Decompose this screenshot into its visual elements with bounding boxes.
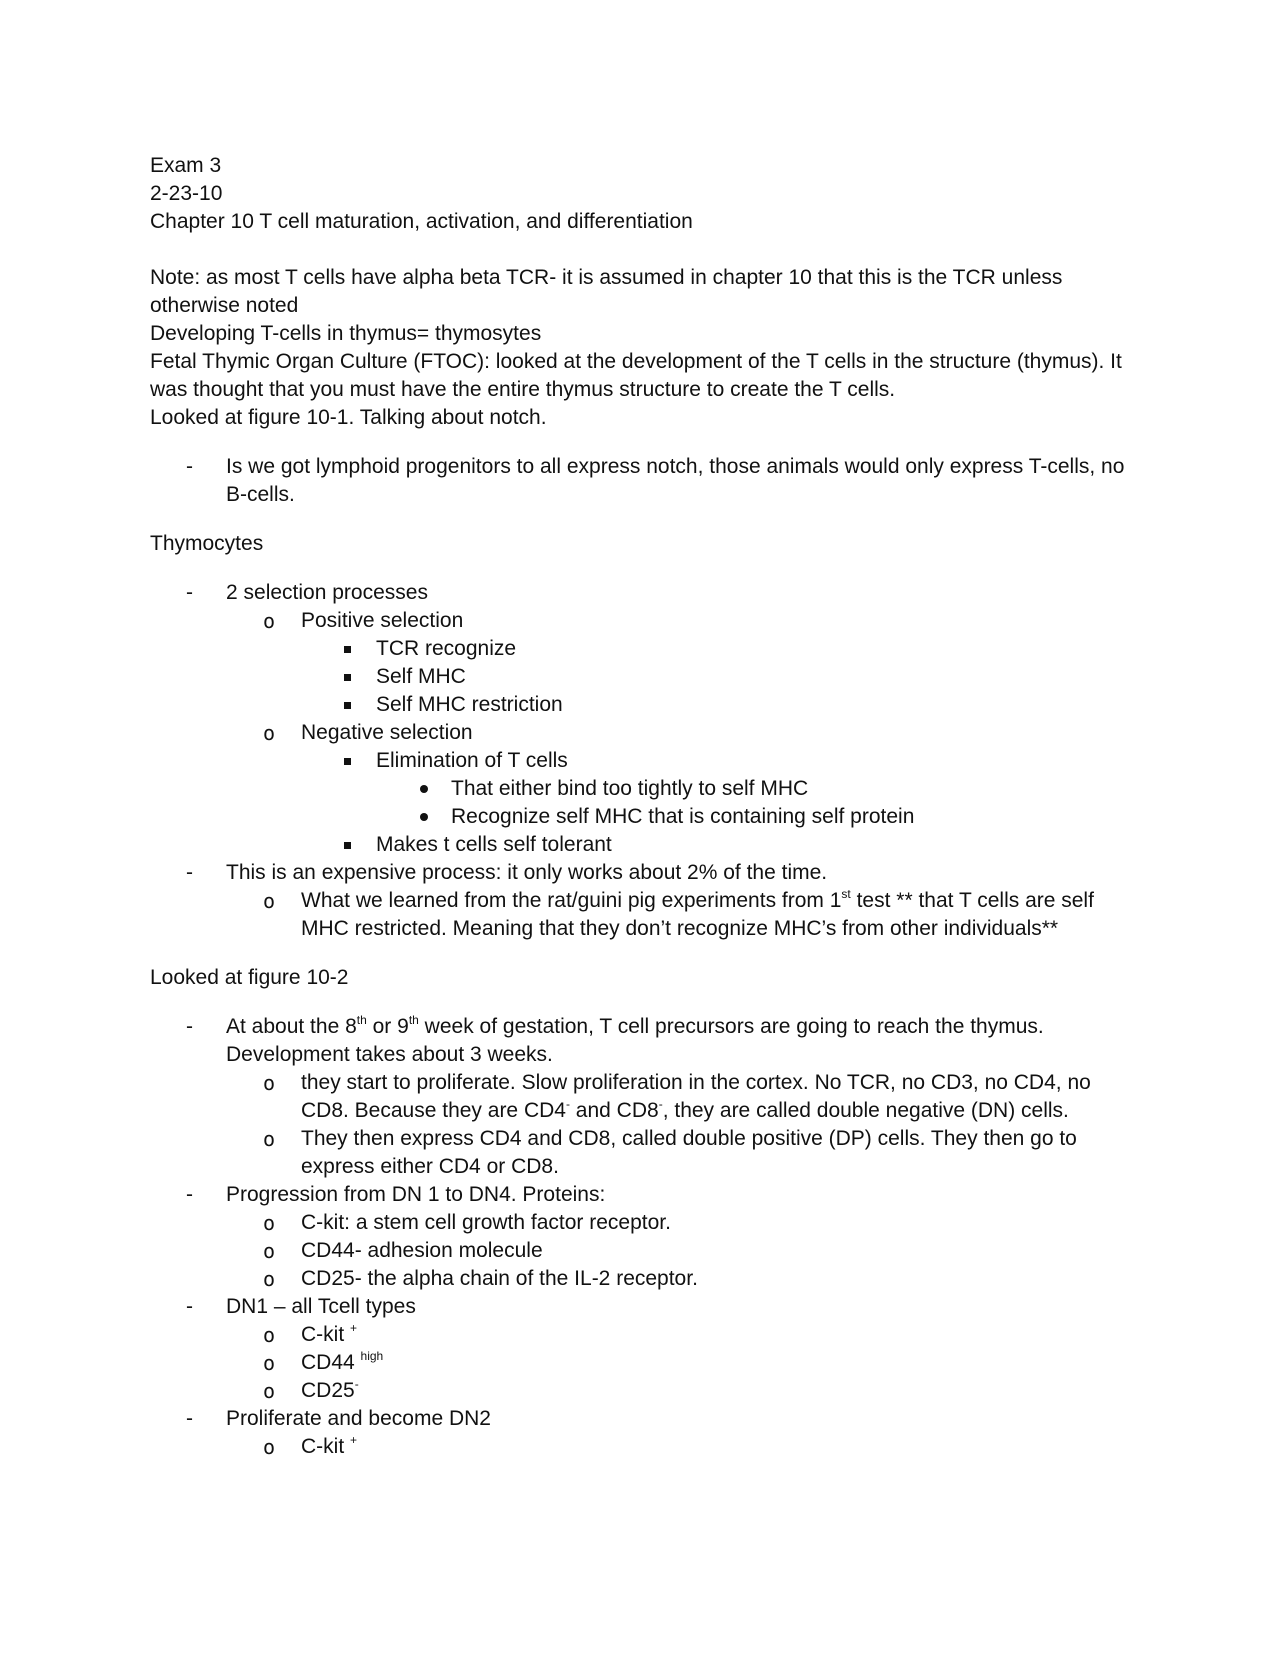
list-item [150,579,1140,607]
figure2-heading: Looked at figure 10-2 [150,966,349,989]
learned-text: What we learned from the rat/guini pig experiments from 1st test ** that T cells are self MHC restricted. Meaning that they don’t recognize MHC’s from other individuals** [301,887,1094,940]
elimination-text: Elimination of T cells [376,749,568,772]
ftoc-paragraph: Fetal Thymic Organ Culture (FTOC): looked at the development of the T cells in the structure (thymus). It was thought that you must have the entire thymus structure to create the T cells. [150,350,1122,401]
dash-bullet: - [186,1015,193,1038]
dn1-text: DN1 – all Tcell types [226,1295,416,1318]
list-item [150,607,1140,635]
circle-bullet: o [263,721,276,745]
spacer [150,992,1140,1013]
list-item [150,1433,1140,1461]
square-bullet-icon [344,758,351,765]
cd25-marker-text: CD25- [301,1377,359,1402]
cd44-definition-text: CD44- adhesion molecule [301,1239,543,1262]
thymocytes-heading: Thymocytes [150,532,264,555]
spacer [150,943,1140,964]
note-paragraph: Note: as most T cells have alpha beta TCR- it is assumed in chapter 10 that this is the TCR unless otherwise noted [150,266,1063,317]
self-mhc-text: Self MHC [376,665,466,688]
notch-bullet-text: Is we got lymphoid progenitors to all express notch, those animals would only express T-cells, no B-cells. [226,455,1125,506]
square-bullet-icon [344,842,351,849]
selection-text: 2 selection processes [226,581,428,604]
dash-bullet: - [186,1295,193,1318]
negative-selection-text: Negative selection [301,721,473,744]
superscript: th [408,1013,419,1027]
circle-bullet: o [263,1127,276,1151]
cd25-definition-text: CD25- the alpha chain of the IL-2 receptor. [301,1267,698,1290]
list-item [150,1265,1140,1293]
ckit-definition-text: C-kit: a stem cell growth factor receptor. [301,1211,671,1234]
circle-bullet: o [263,1379,276,1403]
proliferate-text: they start to proliferate. Slow proliferation in the cortex. No TCR, no CD3, no CD4, no CD8. Because they are CD4- and CD8-, they are called double negative (DN) cells. [301,1071,1091,1122]
self-mhc-restriction-text: Self MHC restriction [376,693,563,716]
doc-title: Exam 3 [150,154,222,177]
circle-bullet: o [263,1351,276,1375]
bind-tightly-text: That either bind too tightly to self MHC [451,777,809,800]
ckit2-marker-text: C-kit + [301,1433,358,1458]
positive-selection-text: Positive selection [301,609,464,632]
circle-bullet: o [263,1239,276,1263]
list-item [150,663,1140,691]
ckit-marker-text: C-kit + [301,1321,358,1346]
dash-bullet: - [186,581,193,604]
dash-bullet: - [186,861,193,884]
dash-bullet: - [186,1407,193,1430]
square-bullet-icon [344,674,351,681]
list-item [150,453,1140,509]
square-bullet-icon [344,646,351,653]
superscript: - [565,1097,570,1111]
list-item [150,887,1140,943]
list-item [150,1181,1140,1209]
chapter-heading: Chapter 10 T cell maturation, activation, and differentiation [150,210,693,233]
superscript: - [658,1097,663,1111]
list-item [150,1377,1140,1405]
superscript: - [354,1377,359,1391]
spacer [150,236,1140,264]
list-item [150,691,1140,719]
figure1-paragraph: Looked at figure 10-1. Talking about notch. [150,406,547,429]
list-item [150,831,1140,859]
spacer [150,558,1140,579]
list-item [150,635,1140,663]
list-item [150,719,1140,747]
superscript: + [350,1433,358,1447]
list-item [150,1293,1140,1321]
list-item [150,1349,1140,1377]
dn2-text: Proliferate and become DN2 [226,1407,491,1430]
list-item [150,1237,1140,1265]
list-item [150,859,1140,887]
list-item [150,803,1140,831]
circle-bullet: o [263,1071,276,1095]
circle-bullet: o [263,889,276,913]
circle-bullet: o [263,1211,276,1235]
list-item [150,1405,1140,1433]
spacer [150,509,1140,530]
superscript: th [356,1013,367,1027]
tcr-recognize-text: TCR recognize [376,637,517,660]
document-body [150,152,1140,1461]
superscript: + [350,1321,358,1335]
list-item [150,1125,1140,1181]
superscript: high [360,1349,384,1363]
spacer [150,432,1140,453]
self-tolerant-text: Makes t cells self tolerant [376,833,612,856]
cd44-marker-text: CD44 $^{high}$ [301,1349,384,1374]
recognize-self-text: Recognize self MHC that is containing self protein [451,805,915,828]
dot-bullet-icon [420,785,428,793]
circle-bullet: o [263,1267,276,1291]
developing-paragraph: Developing T-cells in thymus= thymosytes [150,322,542,345]
gestation-text: At about the 8th or 9th week of gestation, T cell precursors are going to reach the thymus. Development takes about 3 weeks. [226,1013,1044,1066]
superscript: st [841,887,851,901]
dash-bullet: - [186,455,193,478]
circle-bullet: o [263,1323,276,1347]
list-item [150,747,1140,775]
doc-date: 2-23-10 [150,182,223,205]
list-item [150,1013,1140,1069]
dot-bullet-icon [420,813,428,821]
circle-bullet: o [263,1435,276,1459]
dash-bullet: - [186,1183,193,1206]
expensive-process-text: This is an expensive process: it only works about 2% of the time. [226,861,828,884]
list-item [150,1209,1140,1237]
list-item [150,1321,1140,1349]
double-positive-text: They then express CD4 and CD8, called double positive (DP) cells. They then go to express either CD4 or CD8. [301,1127,1077,1178]
list-item [150,1069,1140,1125]
progression-text: Progression from DN 1 to DN4. Proteins: [226,1183,606,1206]
circle-bullet: o [263,609,276,633]
list-item [150,775,1140,803]
square-bullet-icon [344,702,351,709]
